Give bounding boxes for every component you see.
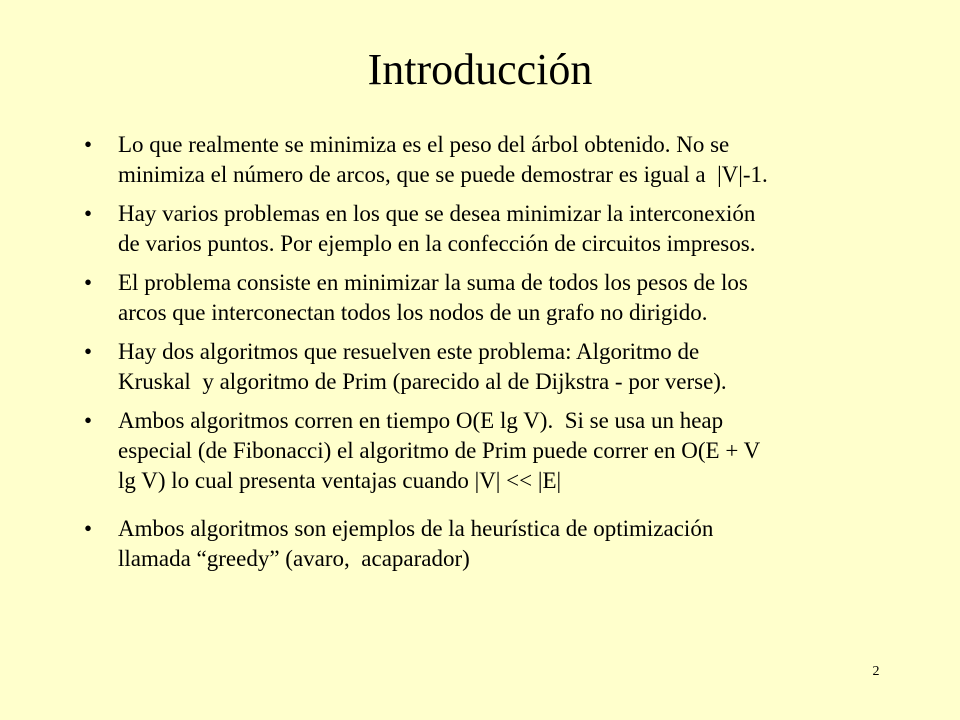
- bullet-text: [118, 514, 908, 574]
- bullet-text: [118, 406, 908, 496]
- page-number: 2: [872, 664, 880, 679]
- bullet-line: de varios puntos. Por ejemplo en la confección de circuitos impresos.: [118, 231, 756, 256]
- bullet-line: especial (de Fibonacci) el algoritmo de Prim puede correr en O(E + V: [118, 438, 761, 463]
- bullet-line: minimiza el número de arcos, que se puede demostrar es igual a |V|-1.: [118, 162, 768, 187]
- bullet-text: [118, 199, 908, 259]
- bullet-icon: •: [84, 339, 93, 364]
- bullet-line: Hay varios problemas en los que se desea minimizar la interconexión: [118, 201, 756, 226]
- bullet-line: Hay dos algoritmos que resuelven este problema: Algoritmo de: [118, 339, 700, 364]
- slide-title: Introducción: [367, 45, 593, 94]
- bullet-icon: •: [84, 201, 93, 226]
- bullet-text: [118, 130, 908, 190]
- bullet-line: arcos que interconectan todos los nodos de un grafo no dirigido.: [118, 300, 708, 325]
- bullet-text: [118, 337, 908, 397]
- bullet-text: [118, 268, 908, 328]
- bullet-line: Ambos algoritmos son ejemplos de la heurística de optimización: [118, 516, 714, 541]
- bullet-line: El problema consiste en minimizar la suma de todos los pesos de los: [118, 270, 748, 295]
- bullet-icon: •: [84, 132, 93, 157]
- bullet-icon: •: [84, 516, 93, 541]
- bullet-line: lg V) lo cual presenta ventajas cuando |V| << |E|: [118, 468, 562, 493]
- bullet-line: Kruskal y algoritmo de Prim (parecido al de Dijkstra - por verse).: [118, 369, 727, 394]
- bullet-line: Lo que realmente se minimiza es el peso del árbol obtenido. No se: [118, 132, 730, 157]
- bullet-line: Ambos algoritmos corren en tiempo O(E lg V). Si se usa un heap: [118, 408, 724, 433]
- bullet-line: llamada “greedy” (avaro, acaparador): [118, 546, 470, 571]
- bullet-icon: •: [84, 408, 93, 433]
- bullet-icon: •: [84, 270, 93, 295]
